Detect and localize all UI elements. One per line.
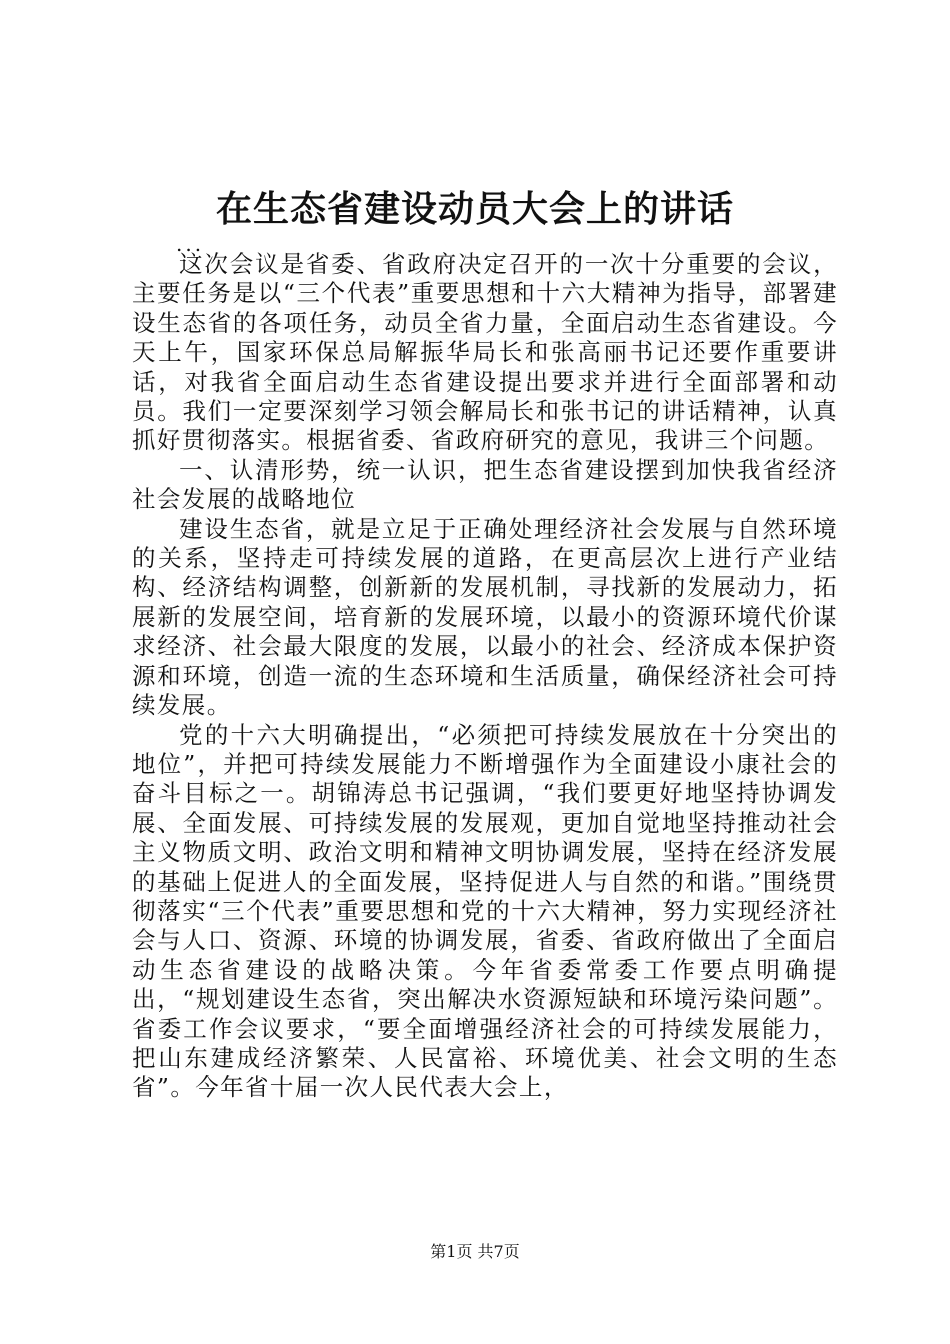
section-heading-1: 一、认清形势，统一认识，把生态省建设摆到加快我省经济社会发展的战略地位 [132,455,838,514]
paragraph-intro: 这次会议是省委、省政府决定召开的一次十分重要的会议，主要任务是以“三个代表”重要思想和十六大精神为指导，部署建设生态省的各项任务，动员全省力量，全面启动生态省建设。今天上午，国家环保总局解振华局长和张高丽书记还要作重要讲话，对我省全面启动生态省建设提出要求并进行全面部署和动员。我们一定要深刻学习领会解局长和张书记的讲话精神，认真抓好贯彻落实。根据省委、省政府研究的意见，我讲三个问题。 [132,250,838,455]
paragraph-sixteenth-congress: 党的十六大明确提出，“必须把可持续发展放在十分突出的地位”，并把可持续发展能力不断增强作为全面建设小康社会的奋斗目标之一。胡锦涛总书记强调，“我们要更好地坚持协调发展、全面发展、可持续发展的发展观，更加自觉地坚持推动社会主义物质文明、政治文明和精神文明协调发展，坚持在经济发展的基础上促进人的全面发展，坚持促进人与自然的和谐。”围绕贯彻落实“三个代表”重要思想和党的十六大精神，努力实现经济社会与人口、资源、环境的协调发展，省委、省政府做出了全面启动生态省建设的战略决策。今年省委常委工作要点明确提出，“规划建设生态省，突出解决水资源短缺和环境污染问题”。省委工作会议要求，“要全面增强经济社会的可持续发展能力，把山东建成经济繁荣、人民富裕、环境优美、社会文明的生态省”。今年省十届一次人民代表大会上， [132,720,838,1102]
document-title: 在生态省建设动员大会上的讲话 [215,188,734,230]
document-body [132,250,838,1103]
page-number-footer: 第1页 共7页 [430,1242,520,1261]
paragraph-ecological-province: 建设生态省，就是立足于正确处理经济社会发展与自然环境的关系，坚持走可持续发展的道路，在更高层次上进行产业结构、经济结构调整，创新新的发展机制，寻找新的发展动力，拓展新的发展空间，培育新的发展环境，以最小的资源环境代价谋求经济、社会最大限度的发展，以最小的社会、经济成本保护资源和环境，创造一流的生态环境和生活质量，确保经济社会可持续发展。 [132,514,838,720]
ellipsis-marker: ... [176,232,205,256]
